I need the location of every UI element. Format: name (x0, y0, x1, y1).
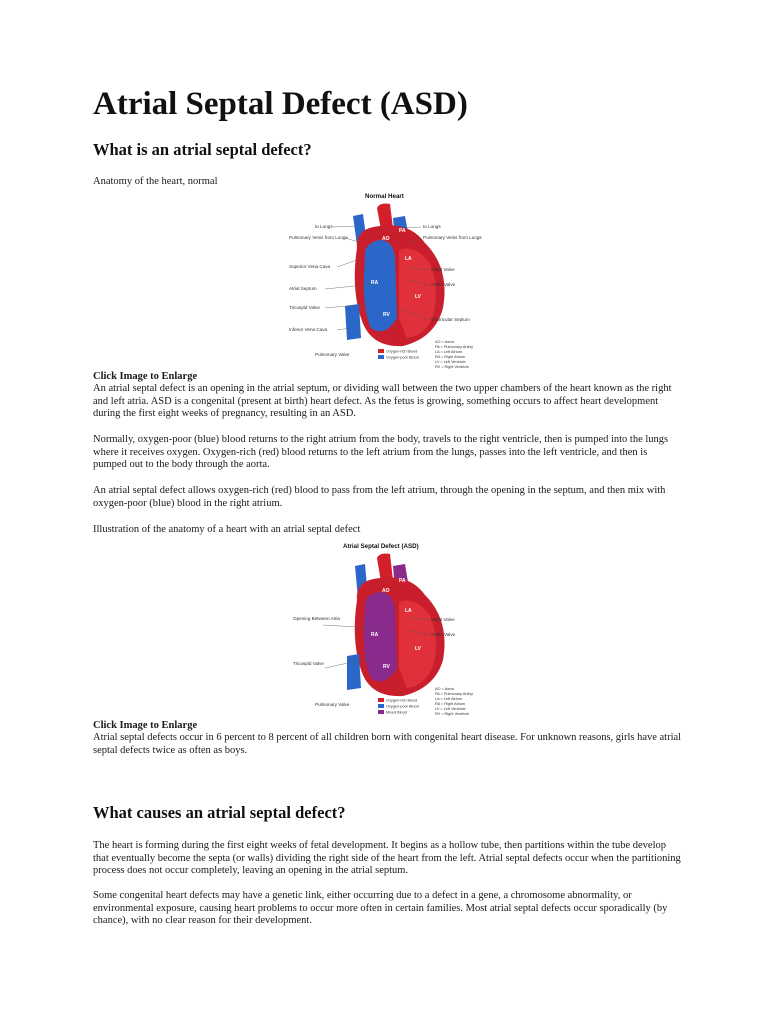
abbreviation: PA = Pulmonary Artery (435, 345, 474, 349)
label-opening-between-atria: Opening Between Atria (293, 616, 340, 621)
abbreviation: AO = Aorta (435, 687, 454, 691)
paragraph-genetic: Some congenital heart defects may have a genetic link, either occurring due to a defect in a gene, a chromosome abnormality, or environmental exposure, causing heart problems to occur more often in certain families. Most atrial septal defects occur sporadically (by chance), with no clear reason for their development. (93, 890, 668, 927)
chamber-label: LA (405, 256, 412, 262)
paragraph-incidence: Atrial septal defects occur in 6 percent to 8 percent of all children born with congenital heart disease. For unknown reasons, girls have atrial septal defects twice as often as boys. (93, 732, 682, 756)
legend-swatch-mixed (378, 710, 384, 714)
abbreviation: LV = Left Ventricle (435, 360, 466, 364)
asd-heart-figure[interactable] (285, 538, 500, 720)
label-atrial-septum: Atrial Septum (289, 286, 317, 291)
inferior-vena-cava-shape (345, 304, 361, 340)
legend-label: Oxygen-rich Blood (386, 698, 418, 703)
figure-caption-asd: Illustration of the anatomy of a heart with an atrial septal defect (93, 524, 361, 535)
chamber-label: AO (382, 588, 390, 594)
paragraph-development: The heart is forming during the first eight weeks of fetal development. It begins as a hollow tube, then partitions within the tube develop that eventually become the septa (or walls) dividing the right side of the heart from the left. Atrial septal defects occur when the partitioning process does not occur completely, leaving an opening in the atrial septum. (93, 840, 681, 877)
abbreviation: RV = Right Ventricle (435, 712, 470, 716)
normal-heart-figure[interactable] (285, 188, 500, 370)
figure-caption-normal: Anatomy of the heart, normal (93, 176, 218, 187)
chamber-label: LV (415, 646, 422, 652)
chamber-label: RA (371, 280, 379, 286)
chamber-label: RA (371, 632, 379, 638)
paragraph-normal-flow: Normally, oxygen-poor (blue) blood returns to the right atrium from the body, travels to the right ventricle, then is pumped into the lungs where it receives oxygen. Oxygen-rich (red) blood returns to the left atrium from the lungs, passes into the left ventricle, and then is pumped out to the body through the aorta. (93, 434, 669, 471)
click-to-enlarge-link[interactable]: Click Image to Enlarge (93, 371, 198, 382)
label-pulmonary-valve: Pulmonary Valve (315, 352, 350, 357)
label-superior-vena-cava: Superior Vena Cava (289, 264, 331, 269)
label-mitral-valve: Mitral Valve (431, 267, 455, 272)
chamber-label: PA (399, 228, 406, 234)
label-to-lungs-right: to Lungs (423, 224, 441, 229)
right-side-shape (364, 240, 397, 331)
chamber-label: PA (399, 578, 406, 584)
abbreviation: RA = Right Atrium (435, 702, 466, 706)
label-to-lungs-left: to Lungs (315, 224, 333, 229)
label-inferior-vena-cava: Inferior Vena Cava (289, 327, 328, 332)
click-to-enlarge-link[interactable]: Click Image to Enlarge (93, 720, 198, 731)
legend-swatch-oxygen-rich (378, 349, 384, 353)
figure-title: Normal Heart (365, 193, 404, 200)
chamber-label: AO (382, 236, 390, 242)
section-heading-what-is: What is an atrial septal defect? (93, 140, 312, 159)
legend-swatch-oxygen-rich (378, 698, 384, 702)
legend-swatch-oxygen-poor (378, 355, 384, 359)
abbreviation: RV = Right Ventricle (435, 365, 470, 369)
section-heading-causes: What causes an atrial septal defect? (93, 803, 346, 822)
legend-label: Mixed Blood (386, 710, 407, 715)
label-tricuspid-valve: Tricuspid Valve (289, 305, 320, 310)
legend-swatch-oxygen-poor (378, 704, 384, 708)
label-aortic-valve: Aortic Valve (431, 632, 456, 637)
label-pulmonary-veins-left: Pulmonary Veins from Lungs (289, 235, 348, 240)
label-pulmonary-valve: Pulmonary Valve (315, 702, 350, 707)
abbreviation: LV = Left Ventricle (435, 707, 466, 711)
abbreviation: AO = Aorta (435, 340, 454, 344)
page-title: Atrial Septal Defect (ASD) (93, 86, 468, 122)
label-mitral-valve: Mitral Valve (431, 617, 455, 622)
legend-label: Oxygen-poor Blood (386, 355, 419, 360)
label-pulmonary-veins-right: Pulmonary Veins from Lungs (423, 235, 482, 240)
legend-label: Oxygen-poor Blood (386, 704, 419, 709)
chamber-label: LV (415, 294, 422, 300)
paragraph-asd-flow: An atrial septal defect allows oxygen-rich (red) blood to pass from the left atrium, through the opening in the septum, and then mix with oxygen-poor (blue) blood in the right atrium. (93, 485, 666, 509)
figure-title: Atrial Septal Defect (ASD) (343, 543, 419, 550)
inferior-vena-cava-shape (347, 654, 361, 690)
abbreviation: LA = Left Atrium (435, 697, 462, 701)
abbreviation: RA = Right Atrium (435, 355, 466, 359)
legend-label: Oxygen-rich Blood (386, 349, 418, 354)
label-tricuspid-valve: Tricuspid Valve (293, 661, 324, 666)
chamber-label: RV (383, 312, 390, 318)
paragraph-definition: An atrial septal defect is an opening in the atrial septum, or dividing wall between the two upper chambers of the heart known as the right and left atria. ASD is a congenital (present at birth) heart defect. As the fetus is growing, something occurs to affect heart development during the first eight weeks of pregnancy, resulting in an ASD. (93, 383, 672, 420)
abbreviation: LA = Left Atrium (435, 350, 462, 354)
label-ventricular-septum: Ventricular Septum (431, 317, 470, 322)
chamber-label: RV (383, 664, 390, 670)
label-aortic-valve: Aortic Valve (431, 282, 456, 287)
chamber-label: LA (405, 608, 412, 614)
abbreviation: PA = Pulmonary Artery (435, 692, 474, 696)
right-side-shape (364, 592, 397, 681)
